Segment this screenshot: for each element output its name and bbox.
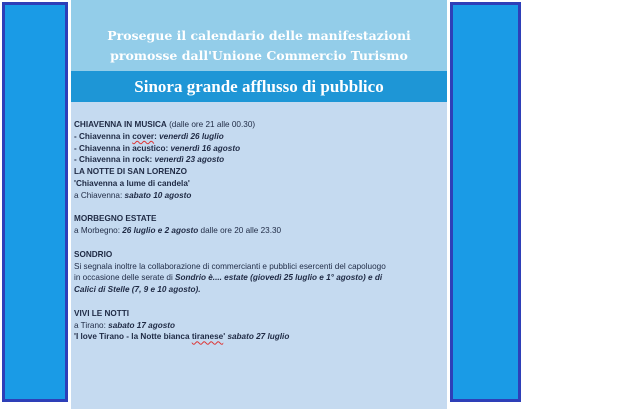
chiavenna-rock-line xyxy=(74,154,446,166)
san-lorenzo-heading: LA NOTTE DI SAN LORENZO xyxy=(74,167,187,177)
headline-line-1: Prosegue il calendario delle manifestazioni xyxy=(107,28,411,43)
sondrio-heading: SONDRIO xyxy=(74,249,113,259)
event-date: venerdì 23 agosto xyxy=(154,155,225,165)
event-title-end: ' xyxy=(223,332,226,342)
san-lorenzo-line xyxy=(74,190,446,202)
line-label: - Chiavenna in rock: xyxy=(74,155,155,165)
line-label: - Chiavenna in xyxy=(74,131,133,141)
san-lorenzo-event: 'Chiavenna a lume di candela' xyxy=(74,178,190,188)
event-hours: dalle ore 20 alle 23.30 xyxy=(198,226,282,236)
event-date: venerdì 26 luglio xyxy=(159,131,224,141)
tirano-line xyxy=(74,320,446,332)
left-decorative-bar xyxy=(2,2,68,402)
section-title: CHIAVENNA IN MUSICA xyxy=(74,120,167,129)
headline-line-2: promosse dall'Unione Commercio Turismo xyxy=(110,48,408,63)
chiavenna-cover-line xyxy=(74,131,446,143)
sondrio-event: Sondrio è.... estate (giovedì 25 luglio e 1° agosto) e di xyxy=(175,273,383,283)
event-date: sabato 10 agosto xyxy=(124,190,192,200)
morbegno-line xyxy=(74,225,446,237)
spellcheck-word: tiranese xyxy=(191,332,224,342)
chiavenna-acoustic-line xyxy=(74,143,446,155)
sondrio-text-1: Si segnala inoltre la collaborazione di commercianti e pubblici esercenti del capoluogo xyxy=(74,261,386,271)
event-title: 'I love Tirano - la Notte bianca xyxy=(74,332,192,342)
event-place: a Morbegno: xyxy=(74,226,123,236)
event-date: sabato 27 luglio xyxy=(225,332,290,342)
event-place: a Tirano: xyxy=(74,320,109,330)
sondrio-text-2 xyxy=(74,272,446,284)
spellcheck-word: cover xyxy=(132,131,155,141)
subheadline: Sinora grande afflusso di pubblico xyxy=(71,71,447,102)
line-label: - Chiavenna in acustico: xyxy=(74,143,171,153)
right-decorative-bar xyxy=(450,2,521,402)
tirano-event-line xyxy=(74,331,446,343)
article-body xyxy=(74,119,446,343)
event-date: venerdì 16 agosto xyxy=(170,143,241,153)
tirano-heading: VIVI LE NOTTI xyxy=(74,308,130,318)
event-date: 26 luglio e 2 agosto xyxy=(122,226,199,236)
line-separator: : xyxy=(154,131,160,141)
chiavenna-heading xyxy=(74,119,446,131)
event-place: a Chiavenna: xyxy=(74,190,125,200)
sondrio-text-3: Calici di Stelle (7, 9 e 10 agosto). xyxy=(74,285,201,295)
headline xyxy=(71,26,447,66)
sondrio-text-plain: in occasione delle serate di xyxy=(74,273,176,283)
event-date: sabato 17 agosto xyxy=(108,320,176,330)
section-hours: (dalle ore 21 alle 00.30) xyxy=(166,120,256,129)
morbegno-heading: MORBEGNO ESTATE xyxy=(74,214,157,224)
